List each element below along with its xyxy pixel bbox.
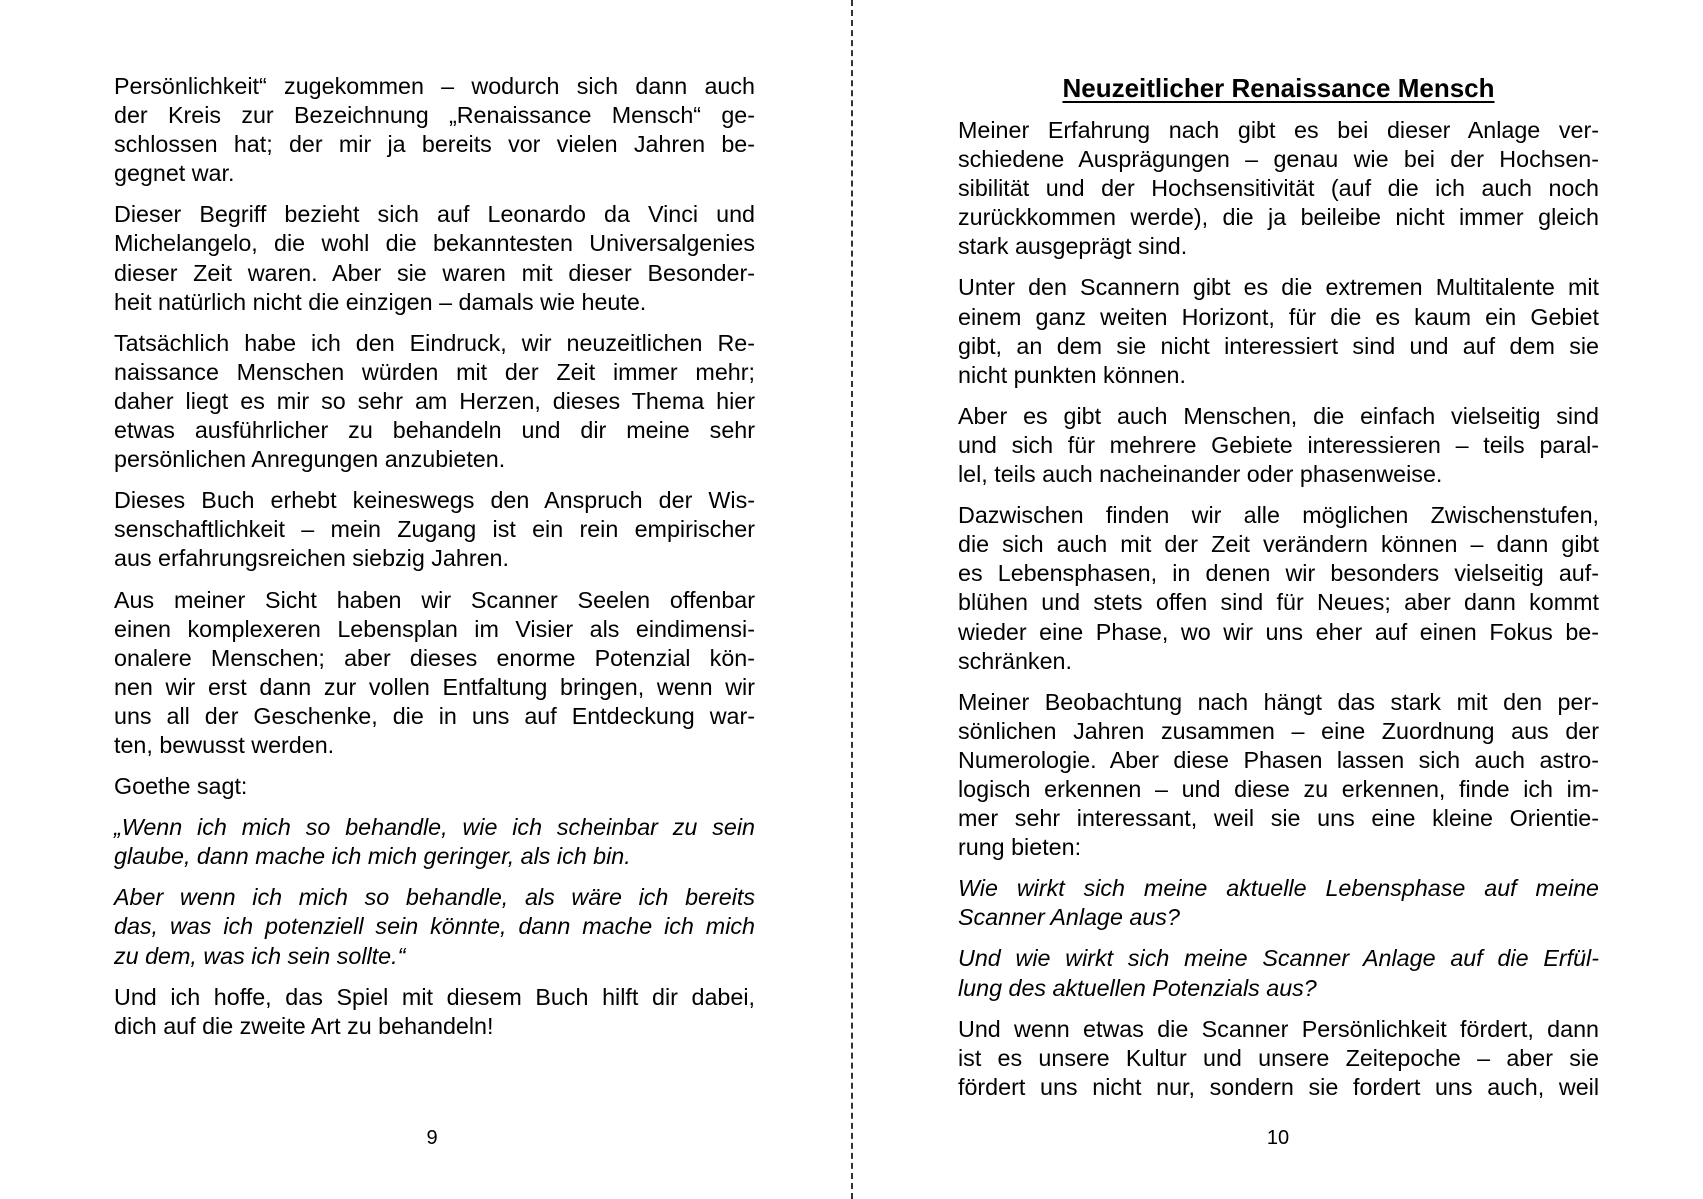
- text-line: Aus meiner Sicht haben wir Scanner Seelen offenbar: [114, 586, 755, 613]
- text-line: persönlichen Anregungen anzubieten.: [114, 446, 506, 473]
- text-line: heit natürlich nicht die einzigen – damals wie heute.: [114, 288, 647, 315]
- text-line: einem ganz weiten Horizont, für die es kaum ein Gebiet: [958, 303, 1599, 330]
- text-line: gibt, an dem sie nicht interessiert sind und auf dem sie: [958, 332, 1599, 359]
- text-line: es Lebensphasen, in denen wir besonders vielseitig auf-: [958, 560, 1599, 587]
- text-line: aus erfahrungsreichen siebzig Jahren.: [114, 545, 509, 572]
- paragraph: [114, 329, 755, 474]
- text-line: lel, teils auch nacheinander oder phasenweise.: [958, 461, 1443, 488]
- text-line: blühen und stets offen sind für Neues; aber dann kommt: [958, 589, 1599, 616]
- text-line: sibilität und der Hochsensitivität (auf die ich auch noch: [958, 175, 1599, 202]
- text-line: das, was ich potenziell sein könnte, dann mache ich mich: [114, 913, 755, 940]
- text-line: „Wenn ich mich so behandle, wie ich scheinbar zu sein: [114, 814, 755, 841]
- page-number-left: 9: [426, 1127, 438, 1149]
- quote-paragraph: [958, 874, 1599, 932]
- text-line: Dieser Begriff bezieht sich auf Leonardo da Vinci und: [114, 201, 755, 228]
- text-line: einen komplexeren Lebensplan im Visier als eindimensi-: [114, 615, 755, 642]
- text-line: Aber wenn ich mich so behandle, als wäre ich bereits: [114, 884, 755, 911]
- quote-paragraph: [958, 944, 1599, 1002]
- text-line: Dieses Buch erhebt keineswegs den Anspruch der Wis-: [114, 487, 755, 514]
- paragraph: [958, 1015, 1599, 1102]
- text-line: etwas ausführlicher zu behandeln und dir meine sehr: [114, 417, 755, 444]
- paragraph: [958, 273, 1599, 389]
- text-line: dieser Zeit waren. Aber sie waren mit dieser Besonder-: [114, 259, 755, 286]
- text-line: Wie wirkt sich meine aktuelle Lebensphase auf meine: [958, 875, 1599, 902]
- text-line: nicht punkten können.: [958, 361, 1186, 388]
- text-line: stark ausgeprägt sind.: [958, 233, 1188, 260]
- text-line: Und wenn etwas die Scanner Persönlichkeit fördert, dann: [958, 1015, 1599, 1042]
- text-line: senschaftlichkeit – mein Zugang ist ein rein empirischer: [114, 516, 755, 543]
- right-page-body: [958, 116, 1599, 1114]
- text-line: logisch erkennen – und diese zu erkennen, finde ich im-: [958, 775, 1599, 802]
- paragraph: [958, 116, 1599, 261]
- quote-paragraph: [114, 813, 755, 871]
- text-line: Numerologie. Aber diese Phasen lassen sich auch astro-: [958, 746, 1599, 773]
- paragraph: [114, 586, 755, 761]
- text-line: gegnet war.: [114, 160, 235, 187]
- paragraph: [114, 72, 755, 188]
- text-line: schiedene Ausprägungen – genau wie bei der Hochsen-: [958, 146, 1599, 173]
- text-line: der Kreis zur Bezeichnung „Renaissance Mensch“ ge-: [114, 102, 755, 129]
- text-line: Persönlichkeit“ zugekommen – wodurch sich dann auch: [114, 73, 755, 99]
- paragraph: [958, 688, 1599, 863]
- text-line: naissance Menschen würden mit der Zeit immer mehr;: [114, 358, 755, 385]
- text-line: Michelangelo, die wohl die bekanntesten Universalgenies: [114, 230, 755, 257]
- text-line: zu dem, was ich sein sollte.“: [114, 942, 406, 969]
- quote-paragraph: [114, 883, 755, 970]
- paragraph: [114, 983, 755, 1041]
- text-line: die sich auch mit der Zeit verändern können – dann gibt: [958, 531, 1599, 558]
- text-line: onalere Menschen; aber dieses enorme Potenzial kön-: [114, 644, 755, 671]
- text-line: Meiner Erfahrung nach gibt es bei dieser Anlage ver-: [958, 117, 1599, 143]
- text-line: daher liegt es mir so sehr am Herzen, dieses Thema hier: [114, 387, 755, 414]
- paragraph: [114, 486, 755, 573]
- text-line: lung des aktuellen Potenzials aus?: [958, 974, 1317, 1001]
- text-line: mer sehr interessant, weil sie uns eine kleine Orientie-: [958, 805, 1599, 832]
- text-line: sönlichen Jahren zusammen – eine Zuordnung aus der: [958, 717, 1599, 744]
- paragraph: [114, 200, 755, 316]
- paragraph: [958, 402, 1599, 489]
- text-line: Und wie wirkt sich meine Scanner Anlage auf die Erfül-: [958, 945, 1599, 972]
- text-line: wieder eine Phase, wo wir uns eher auf einen Fokus be-: [958, 618, 1599, 645]
- text-line: ten, bewusst werden.: [114, 731, 335, 758]
- text-line: schlossen hat; der mir ja bereits vor vielen Jahren be-: [114, 131, 755, 158]
- right-page: [853, 0, 1703, 1199]
- text-line: zurückkommen werde), die ja beileibe nicht immer gleich: [958, 204, 1599, 231]
- text-line: dich auf die zweite Art zu behandeln!: [114, 1012, 494, 1039]
- left-page: [0, 0, 851, 1199]
- chapter-heading: Neuzeitlicher Renaissance Mensch: [1062, 73, 1495, 103]
- text-line: rung bieten:: [958, 834, 1082, 861]
- text-line: uns all der Geschenke, die in uns auf Entdeckung war-: [114, 702, 755, 729]
- text-line: Unter den Scannern gibt es die extremen Multitalente mit: [958, 274, 1599, 301]
- text-line: schränken.: [958, 647, 1072, 674]
- paragraph: [114, 772, 755, 801]
- text-line: ist es unsere Kultur und unsere Zeitepoche – aber sie: [958, 1044, 1599, 1071]
- text-line: Dazwischen finden wir alle möglichen Zwischenstufen,: [958, 502, 1599, 529]
- text-line: Tatsächlich habe ich den Eindruck, wir neuzeitlichen Re-: [114, 329, 755, 356]
- text-line: nen wir erst dann zur vollen Entfaltung bringen, wenn wir: [114, 673, 755, 700]
- text-line: Scanner Anlage aus?: [958, 904, 1180, 931]
- text-line: fördert uns nicht nur, sondern sie fordert uns auch, weil: [958, 1073, 1599, 1100]
- text-line: glaube, dann mache ich mich geringer, als ich bin.: [114, 843, 631, 870]
- text-line: Und ich hoffe, das Spiel mit diesem Buch hilft dir dabei,: [114, 983, 755, 1010]
- page-number-right: 10: [1266, 1127, 1290, 1149]
- text-line: Meiner Beobachtung nach hängt das stark mit den per-: [958, 688, 1599, 715]
- text-line: Goethe sagt:: [114, 773, 248, 800]
- left-page-body: [114, 72, 755, 1053]
- paragraph: [958, 501, 1599, 676]
- text-line: Aber es gibt auch Menschen, die einfach vielseitig sind: [958, 402, 1599, 429]
- text-line: und sich für mehrere Gebiete interessieren – teils paral-: [958, 431, 1599, 458]
